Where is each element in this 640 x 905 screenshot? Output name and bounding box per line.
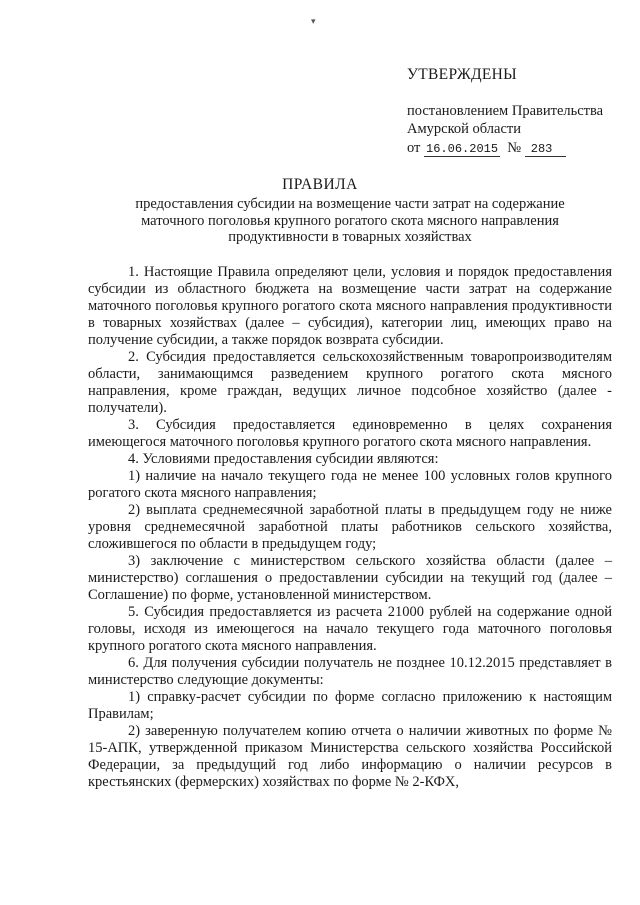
paragraph: 3) заключение с министерством сельского хозяйства области (далее – министерство) соглашения о предоставлении субсидии на текущий год (далее – Соглашение) по форме, установленной министерством. (88, 553, 612, 603)
approval-number: 283 (525, 142, 567, 157)
paragraph: 3. Субсидия предоставляется единовременно в целях сохранения имеющегося маточного поголовья крупного рогатого скота мясного направления. (88, 417, 612, 450)
from-label: от (407, 140, 421, 156)
approval-date: 16.06.2015 (426, 142, 499, 156)
number-label: № (507, 140, 522, 156)
document-body (88, 264, 612, 791)
paragraph: 1. Настоящие Правила определяют цели, условия и порядок предоставления субсидии из областного бюджета на возмещение части затрат на содержание маточного поголовья крупного рогатого скота мясного направления продуктивности в товарных хозяйствах (далее – субсидия), категории лиц, имеющих право на получение субсидии, а также порядок возврата субсидии. (88, 264, 612, 348)
paragraph: 1) наличие на начало текущего года не менее 100 условных голов крупного рогатого скота мясного направления; (88, 468, 612, 501)
approval-region: Амурской области (407, 121, 521, 137)
paragraph: 2) заверенную получателем копию отчета о наличии животных по форме № 15-АПК, утвержденной приказом Министерства сельского хозяйства Российской Федерации, за предыдущий год либо информацию о наличии ресурсов в крестьянских (фермерских) хозяйствах по форме № 2-КФХ, (88, 723, 612, 790)
approval-date-row (407, 139, 627, 158)
approved-heading: УТВЕРЖДЕНЫ (407, 66, 517, 83)
paragraph: 1) справку-расчет субсидии по форме согласно приложению к настоящим Правилам; (88, 689, 612, 722)
document-title: ПРАВИЛА (282, 176, 358, 193)
paragraph: 4. Условиями предоставления субсидии являются: (128, 451, 439, 467)
document-subtitle: предоставления субсидии на возмещение части затрат на содержание маточного поголовья крупного рогатого скота мясного направления продуктивности в товарных хозяйствах (135, 196, 565, 245)
approval-by-line: постановлением Правительства (407, 103, 604, 119)
paragraph: 5. Субсидия предоставляется из расчета 21000 рублей на содержание одной головы, исходя из имеющегося на начало текущего года маточного поголовья крупного рогатого скота мясного направления. (88, 604, 612, 654)
paragraph: 6. Для получения субсидии получатель не позднее 10.12.2015 представляет в министерство следующие документы: (88, 655, 612, 688)
paragraph: 2) выплата среднемесячной заработной платы в предыдущем году не ниже уровня среднемесячной заработной платы работников сельского хозяйства, сложившегося по области в предыдущем году; (88, 502, 612, 552)
approval-block (407, 66, 627, 158)
paragraph: 2. Субсидия предоставляется сельскохозяйственным товаропроизводителям области, занимающимся разведением крупного рогатого скота мясного направления, кроме граждан, ведущих личное подсобное хозяйство (далее - получатели). (88, 349, 612, 416)
scan-mark: ▾ (311, 16, 316, 26)
